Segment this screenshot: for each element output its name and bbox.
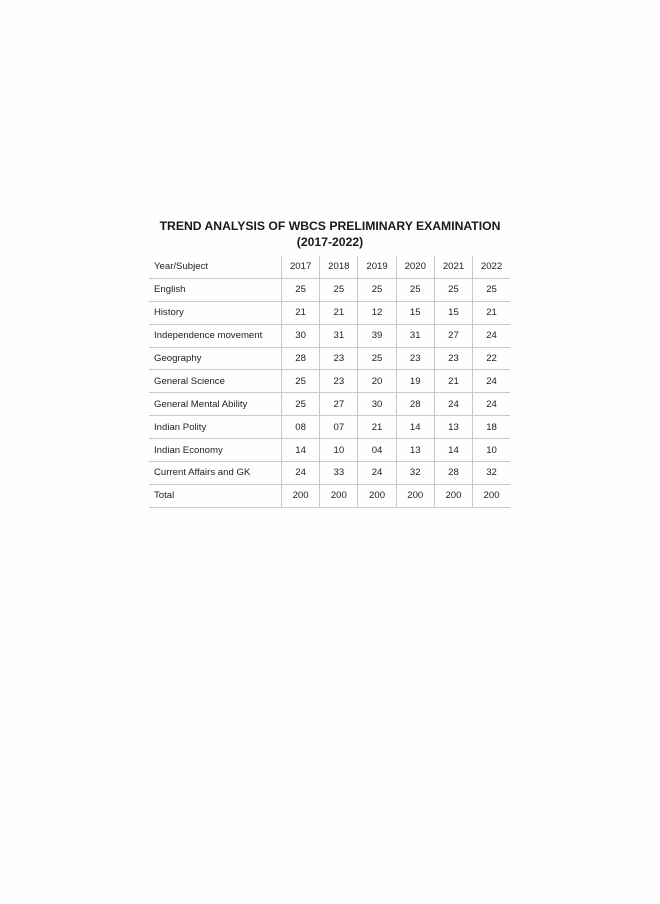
value-cell: 25	[320, 278, 358, 301]
table-row	[149, 370, 510, 393]
value-cell: 24	[282, 462, 320, 485]
subject-cell: Current Affairs and GK	[149, 462, 282, 485]
value-cell: 20	[358, 370, 396, 393]
value-cell: 24	[473, 393, 510, 416]
value-cell: 23	[320, 347, 358, 370]
subject-cell: English	[149, 278, 282, 301]
value-cell: 25	[282, 393, 320, 416]
value-cell: 31	[396, 324, 434, 347]
title-line-1: TREND ANALYSIS OF WBCS PRELIMINARY EXAMINATION	[159, 219, 501, 233]
value-cell: 39	[358, 324, 396, 347]
value-cell: 12	[358, 301, 396, 324]
value-cell: 30	[282, 324, 320, 347]
table-row	[149, 462, 510, 485]
value-cell: 27	[320, 393, 358, 416]
value-cell: 10	[473, 439, 510, 462]
table-row	[149, 416, 510, 439]
subject-cell: Geography	[149, 347, 282, 370]
subject-cell: General Mental Ability	[149, 393, 282, 416]
value-cell: 25	[282, 278, 320, 301]
header-year: 2018	[320, 256, 358, 278]
value-cell: 25	[434, 278, 472, 301]
value-cell: 200	[320, 484, 358, 507]
table-total-row	[149, 484, 510, 507]
table-row	[149, 324, 510, 347]
table-row	[149, 439, 510, 462]
value-cell: 23	[396, 347, 434, 370]
value-cell: 08	[282, 416, 320, 439]
value-cell: 25	[396, 278, 434, 301]
value-cell: 27	[434, 324, 472, 347]
value-cell: 25	[358, 278, 396, 301]
value-cell: 07	[320, 416, 358, 439]
table-row	[149, 301, 510, 324]
subject-cell: Independence movement	[149, 324, 282, 347]
value-cell: 14	[282, 439, 320, 462]
value-cell: 18	[473, 416, 510, 439]
value-cell: 25	[473, 278, 510, 301]
value-cell: 14	[434, 439, 472, 462]
value-cell: 24	[473, 370, 510, 393]
subject-cell: History	[149, 301, 282, 324]
value-cell: 21	[358, 416, 396, 439]
value-cell: 21	[282, 301, 320, 324]
trend-table	[149, 256, 510, 508]
value-cell: 25	[358, 347, 396, 370]
table-row	[149, 278, 510, 301]
value-cell: 33	[320, 462, 358, 485]
value-cell: 32	[396, 462, 434, 485]
value-cell: 10	[320, 439, 358, 462]
value-cell: 200	[434, 484, 472, 507]
value-cell: 200	[282, 484, 320, 507]
title-line-2: (2017-2022)	[296, 235, 364, 249]
subject-cell: Total	[149, 484, 282, 507]
value-cell: 23	[320, 370, 358, 393]
value-cell: 28	[396, 393, 434, 416]
value-cell: 13	[434, 416, 472, 439]
subject-cell: Indian Economy	[149, 439, 282, 462]
value-cell: 15	[396, 301, 434, 324]
value-cell: 32	[473, 462, 510, 485]
value-cell: 04	[358, 439, 396, 462]
subject-cell: General Science	[149, 370, 282, 393]
value-cell: 200	[396, 484, 434, 507]
value-cell: 30	[358, 393, 396, 416]
header-year: 2020	[396, 256, 434, 278]
value-cell: 23	[434, 347, 472, 370]
value-cell: 22	[473, 347, 510, 370]
value-cell: 31	[320, 324, 358, 347]
header-year: 2021	[434, 256, 472, 278]
value-cell: 15	[434, 301, 472, 324]
value-cell: 24	[434, 393, 472, 416]
value-cell: 28	[434, 462, 472, 485]
header-year: 2019	[358, 256, 396, 278]
table-row	[149, 393, 510, 416]
value-cell: 25	[282, 370, 320, 393]
value-cell: 24	[473, 324, 510, 347]
table-row	[149, 347, 510, 370]
value-cell: 200	[473, 484, 510, 507]
header-year: 2017	[282, 256, 320, 278]
table-header-row	[149, 256, 510, 278]
value-cell: 19	[396, 370, 434, 393]
header-label: Year/Subject	[149, 256, 282, 278]
value-cell: 24	[358, 462, 396, 485]
value-cell: 200	[358, 484, 396, 507]
value-cell: 13	[396, 439, 434, 462]
value-cell: 21	[434, 370, 472, 393]
value-cell: 28	[282, 347, 320, 370]
value-cell: 14	[396, 416, 434, 439]
subject-cell: Indian Polity	[149, 416, 282, 439]
header-year: 2022	[473, 256, 510, 278]
value-cell: 21	[473, 301, 510, 324]
value-cell: 21	[320, 301, 358, 324]
document-title	[150, 218, 510, 250]
